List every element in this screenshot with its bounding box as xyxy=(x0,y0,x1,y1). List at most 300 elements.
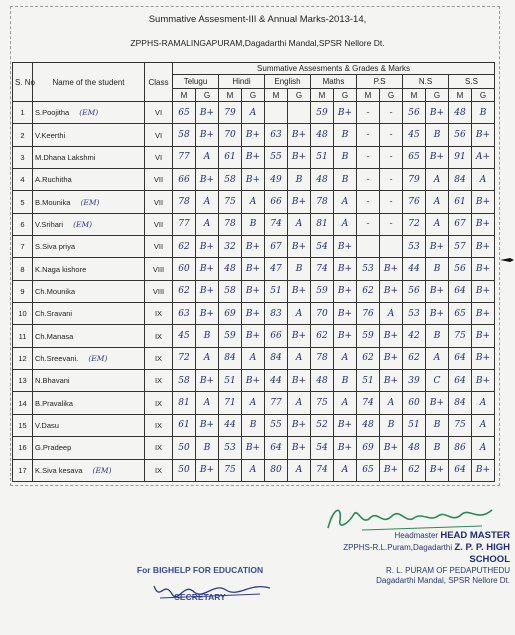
student-name-text: S.Siva priya xyxy=(35,242,76,252)
subject-header: S.S xyxy=(449,75,495,89)
name-header: Name of the student xyxy=(33,63,145,102)
school-name: ZPPHS-RAMALINGAPURAM,Dagadarthi Mandal,SPSR Nellore Dt. xyxy=(130,38,385,48)
marks-header: M xyxy=(219,89,242,102)
mark-cell: 64 xyxy=(265,437,288,459)
grade-cell: B+ xyxy=(334,280,357,302)
grade-cell: B+ xyxy=(242,169,265,191)
marks-header: M xyxy=(357,89,380,102)
mark-cell: 66 xyxy=(265,191,288,213)
mark-cell: 86 xyxy=(449,437,472,459)
grade-cell: B+ xyxy=(288,280,311,302)
grade-cell: B+ xyxy=(196,236,219,258)
marks-table xyxy=(12,62,495,482)
mark-cell: 63 xyxy=(265,124,288,146)
grade-header: G xyxy=(380,89,403,102)
student-name xyxy=(33,459,145,482)
mark-cell: 65 xyxy=(449,303,472,325)
student-name-text: N.Bhavani xyxy=(35,376,70,386)
grade-cell: B+ xyxy=(242,258,265,280)
mark-cell: 56 xyxy=(403,280,426,302)
medium-note: (EM) xyxy=(73,219,93,229)
mark-cell: 53 xyxy=(357,258,380,280)
mark-cell: 48 xyxy=(219,258,242,280)
student-row xyxy=(13,392,495,414)
grade-cell: B+ xyxy=(334,236,357,258)
stamp-mandal: Dagadarthi Mandal, SPSR Nellore Dt. xyxy=(376,575,510,585)
grade-cell: B+ xyxy=(288,414,311,436)
grade-cell: A xyxy=(426,191,449,213)
student-name xyxy=(33,437,145,459)
grade-cell: A xyxy=(334,213,357,235)
grade-cell: B+ xyxy=(472,370,495,392)
student-name-text: V.Srihari xyxy=(35,219,64,229)
mark-cell: 45 xyxy=(403,124,426,146)
grade-cell: B+ xyxy=(380,280,403,302)
grade-cell: A xyxy=(288,303,311,325)
mark-cell: 54 xyxy=(311,236,334,258)
mark-cell xyxy=(357,236,380,258)
mark-cell: 64 xyxy=(449,459,472,482)
mark-cell: 84 xyxy=(219,347,242,369)
student-name xyxy=(33,325,145,347)
student-name xyxy=(33,370,145,392)
student-class: VIII xyxy=(145,258,173,280)
student-name-text: K.Naga kishore xyxy=(35,264,87,274)
student-row xyxy=(13,437,495,459)
marks-header: M xyxy=(403,89,426,102)
grade-cell: B+ xyxy=(472,191,495,213)
mark-cell: 44 xyxy=(219,414,242,436)
grade-cell: B+ xyxy=(288,437,311,459)
mark-cell: - xyxy=(357,213,380,235)
mark-cell: 75 xyxy=(449,325,472,347)
grade-cell: B xyxy=(380,414,403,436)
student-row xyxy=(13,124,495,146)
student-class: IX xyxy=(145,459,173,482)
grade-cell: A xyxy=(196,191,219,213)
student-name-text: S.Poojitha xyxy=(35,108,70,118)
mark-cell: 59 xyxy=(357,325,380,347)
mark-cell: - xyxy=(357,146,380,168)
grade-cell: B+ xyxy=(334,303,357,325)
mark-cell: 64 xyxy=(449,347,472,369)
mark-cell: 53 xyxy=(219,437,242,459)
mark-cell: 39 xyxy=(403,370,426,392)
mark-cell: 53 xyxy=(403,236,426,258)
student-row xyxy=(13,258,495,280)
student-row xyxy=(13,325,495,347)
mark-cell: 72 xyxy=(403,213,426,235)
grade-cell: C xyxy=(426,370,449,392)
mark-cell: 63 xyxy=(173,303,196,325)
grade-cell: B+ xyxy=(242,370,265,392)
mark-cell: 61 xyxy=(449,191,472,213)
serial-number: 17 xyxy=(13,459,33,482)
grade-cell: B+ xyxy=(472,459,495,482)
student-class: VIII xyxy=(145,280,173,302)
grade-cell: B xyxy=(288,258,311,280)
grade-cell: B+ xyxy=(196,102,219,124)
serial-number: 14 xyxy=(13,392,33,414)
mark-cell: 75 xyxy=(449,414,472,436)
grade-cell: B+ xyxy=(242,280,265,302)
mark-cell: 77 xyxy=(265,392,288,414)
mark-cell: 48 xyxy=(357,414,380,436)
mark-cell: 44 xyxy=(403,258,426,280)
grade-cell: B+ xyxy=(426,102,449,124)
medium-note: (EM) xyxy=(79,108,99,118)
mark-cell: 52 xyxy=(311,414,334,436)
mark-cell: 64 xyxy=(449,280,472,302)
marks-header: M xyxy=(173,89,196,102)
mark-cell: 50 xyxy=(173,437,196,459)
grade-cell: B+ xyxy=(380,258,403,280)
grade-cell: B xyxy=(472,102,495,124)
mark-cell: 62 xyxy=(357,280,380,302)
mark-cell: 51 xyxy=(265,280,288,302)
mark-cell: 51 xyxy=(357,370,380,392)
grade-cell: A xyxy=(426,213,449,235)
student-row xyxy=(13,169,495,191)
group-header: Summative Assesments & Grades & Marks xyxy=(173,63,495,75)
student-name xyxy=(33,191,145,213)
mark-cell: 67 xyxy=(265,236,288,258)
grade-cell: A xyxy=(472,392,495,414)
grade-header: G xyxy=(288,89,311,102)
grade-cell: B+ xyxy=(288,191,311,213)
mark-cell: 75 xyxy=(219,191,242,213)
grade-cell: B+ xyxy=(288,124,311,146)
medium-note: (EM) xyxy=(92,465,112,475)
grade-cell: A xyxy=(288,392,311,414)
mark-cell: 55 xyxy=(265,414,288,436)
student-name-text: V.Keerthi xyxy=(35,130,66,140)
mark-cell: 70 xyxy=(219,124,242,146)
mark-cell: 76 xyxy=(403,191,426,213)
grade-cell: B+ xyxy=(472,303,495,325)
mark-cell: - xyxy=(357,124,380,146)
mark-cell: 77 xyxy=(173,213,196,235)
grade-cell: B+ xyxy=(196,414,219,436)
grade-cell: B+ xyxy=(334,414,357,436)
mark-cell: 65 xyxy=(357,459,380,482)
serial-number: 10 xyxy=(13,303,33,325)
student-name xyxy=(33,258,145,280)
mark-cell: 80 xyxy=(265,459,288,482)
student-name xyxy=(33,146,145,168)
serial-number: 4 xyxy=(13,169,33,191)
student-class: IX xyxy=(145,392,173,414)
grade-cell: A xyxy=(426,347,449,369)
mark-cell: 84 xyxy=(265,347,288,369)
student-name xyxy=(33,392,145,414)
grade-cell: B+ xyxy=(242,437,265,459)
grade-cell: B xyxy=(242,213,265,235)
grade-cell: A xyxy=(196,347,219,369)
grade-cell xyxy=(380,236,403,258)
grade-cell: A xyxy=(334,392,357,414)
mark-cell: 49 xyxy=(265,169,288,191)
mark-cell: 48 xyxy=(403,437,426,459)
student-name-text: Ch.Manasa xyxy=(35,331,74,341)
mark-cell: 71 xyxy=(219,392,242,414)
student-name xyxy=(33,347,145,369)
mark-cell: 75 xyxy=(219,459,242,482)
grade-cell: B+ xyxy=(242,325,265,347)
grade-cell: B xyxy=(426,124,449,146)
serial-number: 7 xyxy=(13,236,33,258)
student-class: IX xyxy=(145,370,173,392)
grade-cell: B xyxy=(242,414,265,436)
grade-cell: B+ xyxy=(334,437,357,459)
mark-cell: 65 xyxy=(173,102,196,124)
student-name xyxy=(33,303,145,325)
grade-header: G xyxy=(472,89,495,102)
mark-cell: 78 xyxy=(173,191,196,213)
grade-cell: B+ xyxy=(242,146,265,168)
grade-cell: B xyxy=(426,437,449,459)
mark-cell: 57 xyxy=(449,236,472,258)
grade-cell: A xyxy=(242,459,265,482)
mark-cell: 48 xyxy=(311,169,334,191)
student-row xyxy=(13,102,495,124)
mark-cell: 81 xyxy=(311,213,334,235)
mark-cell: - xyxy=(357,102,380,124)
subject-header: P.S xyxy=(357,75,403,89)
grade-cell: B+ xyxy=(426,303,449,325)
grade-cell: B+ xyxy=(472,280,495,302)
grade-cell: B xyxy=(288,169,311,191)
student-class: IX xyxy=(145,325,173,347)
secretary-signature xyxy=(150,576,280,606)
grade-cell: B+ xyxy=(380,347,403,369)
grade-cell: B xyxy=(334,146,357,168)
headmaster-stamp xyxy=(300,530,510,586)
student-class: VI xyxy=(145,124,173,146)
mark-cell: 59 xyxy=(311,280,334,302)
stamp-school: Z. P. P. HIGH SCHOOL xyxy=(454,541,510,565)
grade-cell: B+ xyxy=(472,236,495,258)
student-name xyxy=(33,102,145,124)
grade-cell: A xyxy=(334,191,357,213)
grade-cell: B+ xyxy=(426,280,449,302)
serial-number: 5 xyxy=(13,191,33,213)
student-name-text: V.Dasu xyxy=(35,420,59,430)
grade-cell: B+ xyxy=(288,236,311,258)
grade-cell: B xyxy=(334,124,357,146)
marks-header: M xyxy=(311,89,334,102)
medium-note: (EM) xyxy=(88,353,108,363)
mark-cell: 62 xyxy=(357,347,380,369)
grade-cell: B+ xyxy=(196,459,219,482)
mark-cell: 91 xyxy=(449,146,472,168)
mark-cell: 78 xyxy=(311,191,334,213)
mark-cell: 48 xyxy=(311,370,334,392)
grade-cell: B+ xyxy=(288,146,311,168)
student-row xyxy=(13,146,495,168)
zpphs-line: ZPPHS-R.L.Puram,Dagadarthi xyxy=(343,542,453,552)
grade-cell: B+ xyxy=(334,102,357,124)
grade-cell: B+ xyxy=(242,236,265,258)
grade-cell: B+ xyxy=(242,124,265,146)
mark-cell: 62 xyxy=(403,459,426,482)
grade-cell: B xyxy=(196,325,219,347)
mark-cell: 67 xyxy=(449,213,472,235)
grade-cell: B+ xyxy=(380,437,403,459)
grade-cell: B+ xyxy=(472,124,495,146)
student-name xyxy=(33,124,145,146)
student-name-text: Ch.Sreevani. xyxy=(35,353,79,363)
student-class: VI xyxy=(145,146,173,168)
mark-cell: 58 xyxy=(173,370,196,392)
serial-number: 15 xyxy=(13,414,33,436)
mark-cell: 61 xyxy=(219,146,242,168)
mark-cell: 45 xyxy=(173,325,196,347)
mark-cell: 58 xyxy=(173,124,196,146)
student-name-text: B.Mounika xyxy=(35,197,71,207)
grade-cell: A xyxy=(426,169,449,191)
student-row xyxy=(13,347,495,369)
grade-cell: B+ xyxy=(426,392,449,414)
serial-number: 12 xyxy=(13,347,33,369)
student-name xyxy=(33,414,145,436)
mark-cell: 54 xyxy=(311,437,334,459)
mark-cell: 75 xyxy=(311,392,334,414)
student-name-text: M.Dhana Lakshmi xyxy=(35,152,96,162)
mark-cell: 51 xyxy=(219,370,242,392)
student-name xyxy=(33,169,145,191)
grade-cell: A+ xyxy=(472,146,495,168)
grade-cell xyxy=(288,102,311,124)
grade-cell: B+ xyxy=(472,258,495,280)
mark-cell: 62 xyxy=(403,347,426,369)
student-row xyxy=(13,191,495,213)
mark-cell: 78 xyxy=(219,213,242,235)
grade-cell: B+ xyxy=(242,303,265,325)
grade-cell: A xyxy=(288,213,311,235)
grade-cell: B xyxy=(334,169,357,191)
subject-header: Maths xyxy=(311,75,357,89)
class-header: Class xyxy=(145,63,173,102)
grade-cell: A xyxy=(196,213,219,235)
grade-cell: A xyxy=(242,347,265,369)
mark-cell: 84 xyxy=(449,392,472,414)
grade-cell: B xyxy=(426,414,449,436)
grade-cell: B xyxy=(334,370,357,392)
student-class: VII xyxy=(145,169,173,191)
mark-cell: 81 xyxy=(173,392,196,414)
student-class: VII xyxy=(145,213,173,235)
grade-cell: B+ xyxy=(334,258,357,280)
mark-cell: 70 xyxy=(311,303,334,325)
subject-header: N.S xyxy=(403,75,449,89)
grade-cell: - xyxy=(380,102,403,124)
grade-header: G xyxy=(334,89,357,102)
mark-cell: 74 xyxy=(357,392,380,414)
grade-cell: B+ xyxy=(196,303,219,325)
grade-cell: A xyxy=(380,392,403,414)
mark-cell: 56 xyxy=(449,258,472,280)
mark-cell: 50 xyxy=(173,459,196,482)
subject-header: English xyxy=(265,75,311,89)
grade-cell: B+ xyxy=(472,325,495,347)
student-class: IX xyxy=(145,303,173,325)
mark-cell: 62 xyxy=(173,236,196,258)
grade-cell: - xyxy=(380,213,403,235)
grade-cell: A xyxy=(196,392,219,414)
grade-cell: A xyxy=(380,303,403,325)
serial-number: 6 xyxy=(13,213,33,235)
mark-cell: 56 xyxy=(449,124,472,146)
secretary-label: SECRETARY xyxy=(174,592,226,603)
student-name-text: G.Pradeep xyxy=(35,443,72,453)
grade-cell: B+ xyxy=(426,146,449,168)
student-class: IX xyxy=(145,347,173,369)
serial-number: 8 xyxy=(13,258,33,280)
header-row-group xyxy=(13,63,495,75)
mark-cell: 60 xyxy=(173,258,196,280)
mark-cell: 44 xyxy=(265,370,288,392)
grade-cell: B+ xyxy=(472,213,495,235)
mark-cell: - xyxy=(357,169,380,191)
mark-cell xyxy=(265,102,288,124)
grade-cell: - xyxy=(380,124,403,146)
grade-cell: B+ xyxy=(196,169,219,191)
grade-cell: A xyxy=(472,169,495,191)
mark-cell: 56 xyxy=(403,102,426,124)
mark-cell: 69 xyxy=(219,303,242,325)
org-line: For BIGHELP FOR EDUCATION xyxy=(136,565,264,575)
student-row xyxy=(13,213,495,235)
mark-cell: 74 xyxy=(311,258,334,280)
grade-cell: A xyxy=(242,191,265,213)
mark-cell: 72 xyxy=(173,347,196,369)
student-row xyxy=(13,459,495,482)
subject-header: Telugu xyxy=(173,75,219,89)
mark-cell: 48 xyxy=(449,102,472,124)
student-row xyxy=(13,414,495,436)
student-rows xyxy=(13,102,495,482)
grade-cell: B+ xyxy=(196,124,219,146)
serial-number: 16 xyxy=(13,437,33,459)
mark-cell: 48 xyxy=(311,124,334,146)
grade-cell: B+ xyxy=(426,236,449,258)
mark-cell: 69 xyxy=(357,437,380,459)
stamp-place: R. L. PURAM OF PEDAPUTHEDU xyxy=(385,565,510,575)
student-class: IX xyxy=(145,437,173,459)
grade-cell: A xyxy=(242,102,265,124)
grade-cell: A xyxy=(334,347,357,369)
mark-cell: 55 xyxy=(265,146,288,168)
student-name-text: Ch.Sravani xyxy=(35,309,73,319)
student-row xyxy=(13,236,495,258)
grade-cell: A xyxy=(288,459,311,482)
grade-cell: A xyxy=(472,414,495,436)
grade-cell: A xyxy=(242,392,265,414)
grade-cell: B+ xyxy=(288,370,311,392)
mark-cell: 51 xyxy=(311,146,334,168)
student-row xyxy=(13,303,495,325)
grade-cell: B+ xyxy=(380,459,403,482)
grade-cell: - xyxy=(380,191,403,213)
mark-cell: 64 xyxy=(449,370,472,392)
document-title: Summative Assesment-III & Annual Marks-2013-14, xyxy=(148,14,367,25)
sno-header: S. No xyxy=(13,63,33,102)
student-class: VII xyxy=(145,191,173,213)
mark-cell: 59 xyxy=(311,102,334,124)
student-name xyxy=(33,213,145,235)
student-name-text: K.Siva kesava xyxy=(35,465,83,475)
